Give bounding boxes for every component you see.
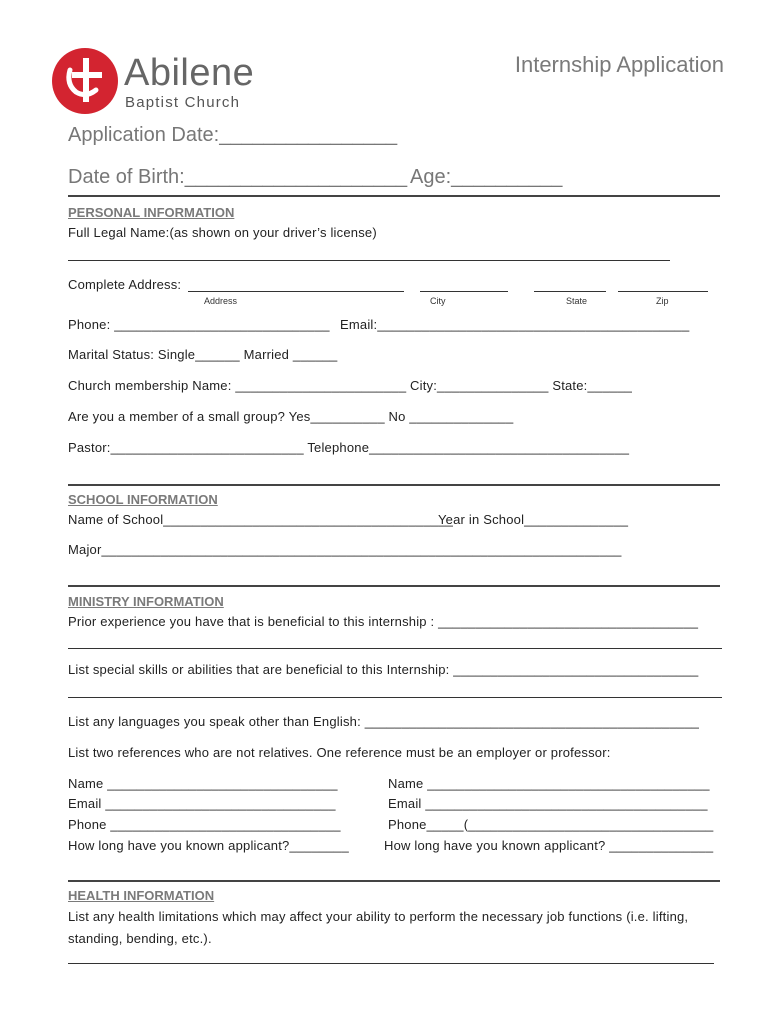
reference1-name-field[interactable]: Name _______________________________ — [68, 776, 338, 791]
marital-status-field[interactable]: Marital Status: Single______ Married ______ — [68, 347, 338, 362]
reference2-email-field[interactable]: Email ______________________________________ — [388, 796, 708, 811]
reference1-known-field[interactable]: How long have you known applicant?________ — [68, 838, 349, 853]
health-limitations-label-cont: standing, bending, etc.). — [68, 931, 212, 946]
special-skills-input-line[interactable] — [68, 697, 722, 698]
reference2-phone-field[interactable]: Phone_____(_________________________________ — [388, 817, 714, 832]
year-in-school-field[interactable]: Year in School______________ — [438, 512, 629, 527]
church-logo-icon — [52, 48, 118, 114]
reference2-known-field[interactable]: How long have you known applicant? ______________ — [384, 838, 714, 853]
document-title: Internship Application — [514, 52, 724, 77]
logo-cross-mark — [52, 48, 118, 114]
zip-sublabel: Zip — [656, 296, 669, 306]
reference2-name-field[interactable]: Name ______________________________________ — [388, 776, 710, 791]
section-divider — [68, 585, 720, 587]
prior-experience-input-line[interactable] — [68, 648, 722, 649]
references-intro: List two references who are not relatives. One reference must be an employer or professor: — [68, 745, 611, 760]
section-divider — [68, 484, 720, 486]
health-limitations-label: List any health limitations which may affect your ability to perform the necessary job functions (i.e. lifting, — [68, 909, 689, 924]
school-name-field[interactable]: Name of School_______________________________________ — [68, 512, 454, 527]
health-limitations-input-line[interactable] — [68, 963, 714, 964]
legal-name-label: Full Legal Name:(as shown on your driver’s license) — [68, 225, 377, 240]
personal-info-heading: PERSONAL INFORMATION — [68, 205, 235, 220]
age-field[interactable]: Age:__________ — [410, 166, 563, 188]
health-info-heading: HEALTH INFORMATION — [68, 888, 215, 903]
special-skills-field[interactable]: List special skills or abilities that are beneficial to this Internship: _________________________________ — [68, 662, 699, 677]
section-divider — [68, 195, 720, 197]
state-input-line[interactable] — [534, 291, 606, 292]
small-group-field[interactable]: Are you a member of a small group? Yes__________ No ______________ — [68, 409, 514, 424]
church-membership-field[interactable]: Church membership Name: _______________________ City:_______________ State:______ — [68, 378, 633, 393]
school-info-heading: SCHOOL INFORMATION — [68, 492, 218, 507]
logo-church-name: Abilene — [124, 52, 255, 94]
section-divider — [68, 880, 720, 882]
address-input-line[interactable] — [188, 291, 404, 292]
zip-input-line[interactable] — [618, 291, 708, 292]
application-date-field[interactable]: Application Date:________________ — [68, 124, 398, 146]
ministry-info-heading: MINISTRY INFORMATION — [68, 594, 224, 609]
prior-experience-field[interactable]: Prior experience you have that is beneficial to this internship : ___________________________________ — [68, 614, 699, 629]
city-sublabel: City — [430, 296, 446, 306]
state-sublabel: State — [566, 296, 588, 306]
reference1-phone-field[interactable]: Phone _______________________________ — [68, 817, 341, 832]
email-field[interactable]: Email:__________________________________________ — [340, 317, 690, 332]
legal-name-input-line[interactable] — [68, 260, 670, 261]
address-label: Complete Address: — [68, 277, 182, 292]
city-input-line[interactable] — [420, 291, 508, 292]
date-of-birth-field[interactable]: Date of Birth:____________________ — [68, 166, 408, 188]
logo-church-subtitle: Baptist Church — [125, 94, 241, 111]
languages-field[interactable]: List any languages you speak other than English: _____________________________________________ — [68, 714, 700, 729]
pastor-field[interactable]: Pastor:__________________________ Telephone___________________________________ — [68, 440, 630, 455]
address-sublabel: Address — [204, 296, 238, 306]
reference1-email-field[interactable]: Email _______________________________ — [68, 796, 336, 811]
major-field[interactable]: Major______________________________________________________________________ — [68, 542, 622, 557]
phone-field[interactable]: Phone: _____________________________ — [68, 317, 330, 332]
